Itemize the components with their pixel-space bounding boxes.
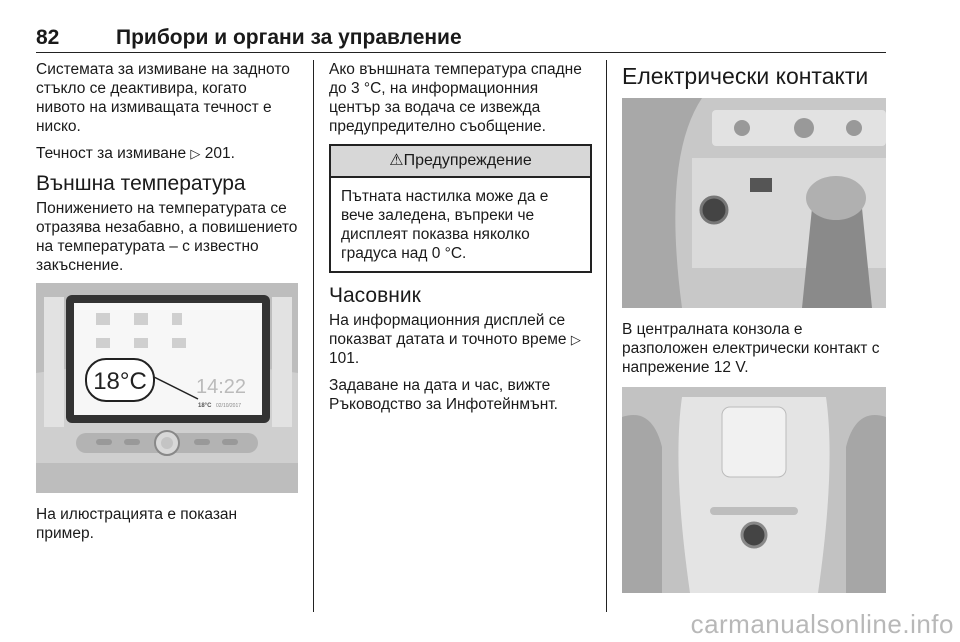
column-3 [622, 60, 886, 593]
watermark: carmanualsonline.info [690, 609, 954, 639]
column-divider [313, 60, 314, 612]
paragraph: Ако външната температура спадне до 3 °C, на информационния център за водача се извежда предупредително съобщение. [329, 61, 582, 135]
triangle-right-icon: ▷ [570, 332, 581, 347]
warning-title: Предупреждение [403, 152, 532, 169]
rear-console-drawing [622, 387, 886, 593]
display-small-temp: 18°C [198, 403, 212, 409]
warning-box [329, 144, 592, 273]
warning-triangle-icon: ⚠ [389, 152, 404, 169]
image-caption: На илюстрацията е показан пример. [36, 506, 238, 542]
page-reference[interactable]: 101. [329, 350, 360, 367]
paragraph: Системата за измиване на задното стъкло се деактивира, когато нивото на измиващата течност е ниско. [36, 61, 290, 135]
display-date: 02/10/2017 [216, 403, 242, 409]
temperature-callout: 18°C [93, 368, 147, 395]
section-heading: Часовник [329, 284, 421, 307]
section-heading: Външна температура [36, 172, 246, 195]
warning-header [331, 146, 590, 178]
triangle-right-icon: ▷ [190, 146, 201, 161]
paragraph: Задаване на дата и час, вижте Ръководство за Инфотейнмънт. [329, 377, 558, 413]
column-2 [329, 60, 592, 422]
infotainment-display-drawing [36, 283, 298, 493]
console-outlet-photo [622, 98, 886, 308]
warning-text: Пътната настилка може да е вече заледена, въпреки че дисплеят показва няколко градуса над 0 °C. [341, 188, 549, 262]
section-heading: Електрически контакти [622, 63, 869, 89]
page-header [36, 24, 886, 53]
page-title: Прибори и органи за управление [116, 26, 462, 49]
column-1 [36, 60, 298, 551]
page-number: 82 [36, 26, 60, 49]
display-illustration [36, 283, 298, 493]
paragraph-xref [36, 144, 298, 163]
paragraph-text: Течност за измиване [36, 145, 191, 162]
clock-display: 14:22 [196, 376, 247, 398]
paragraph-text: На информационния дисплей се показват датата и точното време [329, 312, 571, 348]
armrest-outlet-photo [622, 387, 886, 593]
image-caption: В централната конзола е разположен електрически контакт с напрежение 12 V. [622, 321, 880, 376]
paragraph-xref [329, 311, 592, 368]
column-divider [606, 60, 607, 612]
page-reference[interactable]: 201. [204, 145, 235, 162]
paragraph: Понижението на температурата се отразява незабавно, а повишението на температурата – с известно закъснение. [36, 200, 298, 274]
center-console-drawing [622, 98, 886, 308]
